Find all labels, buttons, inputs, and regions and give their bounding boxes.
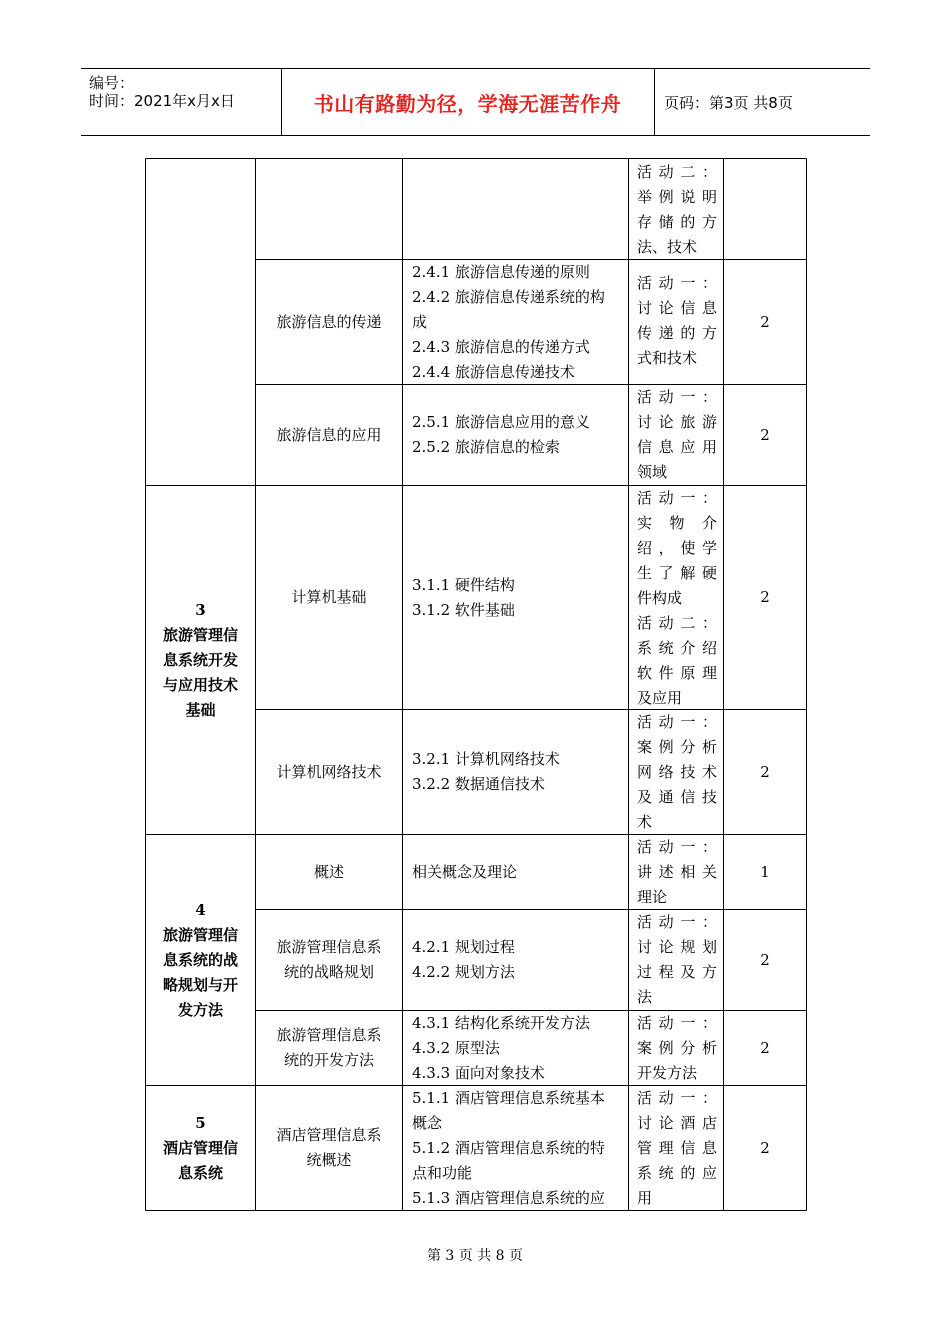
hours-cell: 1 <box>760 862 770 881</box>
content-cell: 相关概念及理论 <box>412 862 518 881</box>
hours-cell: 2 <box>760 762 770 781</box>
activity-cell: 活动一： 讨论规划 过程及方 法 <box>637 913 717 1006</box>
hours-cell: 2 <box>760 588 770 606</box>
page-footer: 第 3 页 共 8 页 <box>426 1248 524 1264</box>
topic-cell: 旅游管理信息系 统的开发方法 <box>276 1026 382 1069</box>
activity-cell: 活动一： 实 物 介 绍，使学 生了解硬 件构成 活动二： 系统介绍 软件原理 及应用 <box>637 489 717 707</box>
chapter-title-line: 发方法 <box>177 1000 223 1019</box>
activity-cell: 活动一： 案例分析 开发方法 <box>637 1014 717 1082</box>
content-cell: 3.2.1 计算机网络技术 3.2.2 数据通信技术 <box>412 750 560 793</box>
chapter-title-line: 略规划与开 <box>162 975 238 994</box>
activity-cell: 活动二： 举例说明 存储的方 法、技术 <box>637 163 717 256</box>
topic-cell: 概述 <box>313 862 344 881</box>
chapter-title-line: 与应用技术 <box>162 675 238 694</box>
header-page-label: 页码：第3页 共8页 <box>664 93 793 112</box>
content-cell: 4.2.1 规划过程 4.2.2 规划方法 <box>412 938 515 981</box>
chapter-title-line: 酒店管理信 <box>162 1138 238 1157</box>
chapter-cell-5 <box>146 1086 255 1210</box>
activity-cell: 活动一： 讲述相关 理论 <box>637 838 717 906</box>
topic-cell: 计算机基础 <box>291 588 367 606</box>
content-cell: 2.4.1 旅游信息传递的原则 2.4.2 旅游信息传递系统的构 成 2.4.3 旅游信息的传递方式 2.4.4 旅游信息传递技术 <box>412 262 605 381</box>
chapter-title-line: 旅游管理信 <box>162 625 238 644</box>
topic-cell: 酒店管理信息系 统概述 <box>276 1126 382 1169</box>
chapter-title-line: 基础 <box>185 700 216 719</box>
chapter-number: 5 <box>195 1113 206 1132</box>
topic-cell: 旅游信息的应用 <box>276 425 382 444</box>
topic-cell: 旅游管理信息系 统的战略规划 <box>276 938 382 981</box>
chapter-cell-4 <box>146 835 255 1085</box>
activity-cell: 活动一： 讨论酒店 管理信息 系统的应 用 <box>637 1089 717 1207</box>
hours-cell: 2 <box>760 425 770 444</box>
hours-cell: 2 <box>760 1038 770 1057</box>
content-cell: 4.3.1 结构化系统开发方法 4.3.2 原型法 4.3.3 面向对象技术 <box>412 1013 590 1082</box>
topic-cell: 旅游信息的传递 <box>276 312 382 331</box>
content-cell: 5.1.1 酒店管理信息系统基本 概念 5.1.2 酒店管理信息系统的特 点和功能 5.1.3 酒店管理信息系统的应 <box>412 1088 605 1207</box>
content-cell: 3.1.1 硬件结构 3.1.2 软件基础 <box>412 575 515 619</box>
chapter-number: 3 <box>195 600 206 619</box>
chapter-cell-3 <box>146 486 255 834</box>
header-motto: 书山有路勤为径，学海无涯苦作舟 <box>313 91 622 116</box>
hours-cell: 2 <box>760 1138 770 1157</box>
document-code-label: 编号： <box>89 74 135 92</box>
hours-cell: 2 <box>760 950 770 969</box>
chapter-title-line: 旅游管理信 <box>162 925 238 944</box>
activity-cell: 活动一： 讨论信息 传递的方 式和技术 <box>637 274 717 367</box>
activity-cell: 活动一： 案例分析 网络技术 及通信技 术 <box>637 713 717 831</box>
chapter-title-line: 息系统 <box>177 1163 223 1182</box>
chapter-title-line: 息系统的战 <box>162 950 238 969</box>
chapter-title-line: 息系统开发 <box>162 650 238 669</box>
chapter-number: 4 <box>195 900 206 919</box>
hours-cell: 2 <box>760 312 770 331</box>
topic-cell: 计算机网络技术 <box>276 762 382 781</box>
content-cell: 2.5.1 旅游信息应用的意义 2.5.2 旅游信息的检索 <box>412 413 590 456</box>
activity-cell: 活动一： 讨论旅游 信息应用 领域 <box>637 388 717 481</box>
document-time-label: 时间：2021年x月x日 <box>89 92 235 110</box>
